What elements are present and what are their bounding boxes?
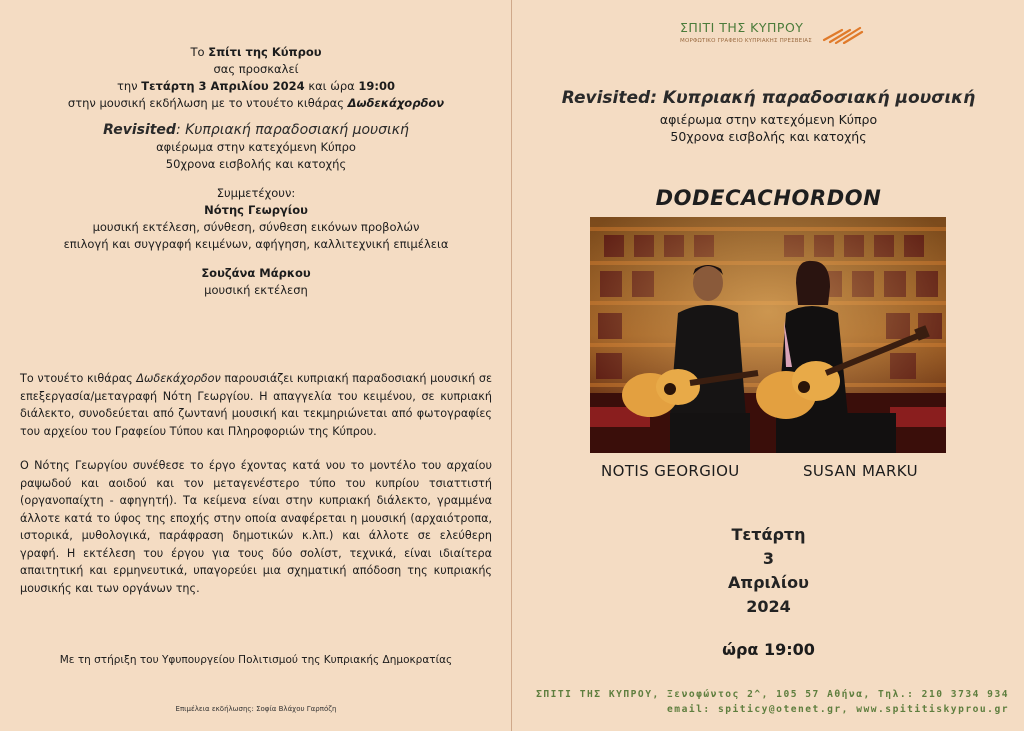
host-prefix: Το xyxy=(190,45,205,59)
when-time: 19:00 xyxy=(358,79,396,93)
invite-line-4 xyxy=(0,95,512,112)
date-day: Τετάρτη xyxy=(731,525,806,544)
participants-label: Συμμετέχουν: xyxy=(216,186,296,200)
date-number: 3 xyxy=(762,549,775,568)
contact-footer xyxy=(531,687,1009,717)
when-date: Τετάρτη 3 Απριλίου 2024 xyxy=(141,79,305,93)
performer-1: NOTIS GEORGIOU xyxy=(601,462,740,480)
right-subtitle xyxy=(513,111,1024,145)
description-para-2: Ο Νότης Γεωργίου συνέθεσε το έργο έχοντας κατά νου το μοντέλο του αρχαίου ραψωδού και αοιδού και τον μεταγενέστερο τύπο του κυπρίου τσιαττιστή (οργανοπαίχτη - αφηγητή). Τα κείμενα είναι στην κυπριακή διάλεκτο, γραμμένα άλλοτε κατά το ύφος της εποχής στην οποία αναφέρεται η μουσική (αρχαιότροπα, ιστορικά, μυθολογικά, παράφραση δημοτικών κ.λπ.) και άλλοτε σε ελεύθερη γραφή. Η εκτέλεση του έργου για τους δύο σολίστ, τεχνικά, είναι ιδιαίτερα απαιτητική και ερμηνευτικά, υπαγορεύει μια σχηματική απόδοση της κυπριακής μουσικής και των οργάνων της. xyxy=(20,459,492,595)
when-mid: και ώρα xyxy=(308,79,355,93)
right-subtitle-2: 50χρονα εισβολής και κατοχής xyxy=(670,129,867,144)
right-subtitle-1: αφιέρωμα στην κατεχόμενη Κύπρο xyxy=(659,112,878,127)
subtitle-1: αφιέρωμα στην κατεχόμενη Κύπρο xyxy=(156,140,356,154)
title-italic: Revisited xyxy=(103,122,176,138)
support-line: Με τη στήριξη του Υφυπουργείου Πολιτισμού της Κυπριακής Δημοκρατίας xyxy=(59,654,453,666)
date-month: Απριλίου xyxy=(728,573,809,592)
para1-end: παρουσιάζει κυπριακή παραδοσιακή μουσική σε επεξεργασία/μεταγραφή Νότη Γεωργίου. Η απαγγελία του κειμένου, σε κυπριακή διάλεκτο, συνοδεύεται από ζωντανή μουσική και τεκμηριώνεται από φωτογραφίες του αρχείου του Γραφείου Τύπου και Πληροφοριών της Κύπρου. xyxy=(20,372,492,438)
description xyxy=(20,370,492,614)
event-title xyxy=(0,122,512,139)
participant-2-role: μουσική εκτέλεση xyxy=(204,283,308,297)
host-name: Σπίτι της Κύπρου xyxy=(208,45,322,59)
event-prefix: στην μουσική εκδήλωση με το ντουέτο κιθάρας xyxy=(67,96,344,110)
right-title-rest: : Κυπριακή παραδοσιακή μουσική xyxy=(650,88,976,108)
duo-photo xyxy=(590,217,946,453)
invitation-block xyxy=(0,44,512,299)
event-date xyxy=(513,523,1024,619)
footer-address: ΣΠΙΤΙ ΤΗΣ ΚΥΠΡΟΥ, Ξενοφώντος 2^, 105 57 Αθήνα, Τηλ.: 210 3734 934 xyxy=(536,689,1009,700)
title-rest: : Κυπριακή παραδοσιακή μουσική xyxy=(175,122,409,138)
when-prefix: την xyxy=(116,79,138,93)
logo xyxy=(680,18,880,54)
subtitle-2: 50χρονα εισβολής και κατοχής xyxy=(165,157,347,171)
para1-start: Το ντουέτο κιθάρας xyxy=(20,372,137,385)
invite-line-2: σας προσκαλεί xyxy=(213,62,299,76)
participant-2-name: Σουζάνα Μάρκου xyxy=(201,266,311,280)
right-page xyxy=(513,0,1024,731)
invite-line-3 xyxy=(0,78,512,95)
credit-line: Επιμέλεια εκδήλωσης: Σοφία Βλάχου Γαρπόζη xyxy=(175,705,337,713)
duo-name: DODECACHORDON xyxy=(655,186,882,210)
para1-duo: Δωδεκάχορδον xyxy=(136,372,221,385)
participant-1-role-2: επιλογή και συγγραφή κειμένων, αφήγηση, καλλιτεχνική επιμέλεια xyxy=(63,237,449,251)
date-year: 2024 xyxy=(746,597,791,616)
participant-1-role-1: μουσική εκτέλεση, σύνθεση, σύνθεση εικόνων προβολών xyxy=(92,220,420,234)
performer-2: SUSAN MARKU xyxy=(803,462,918,480)
event-time: ώρα 19:00 xyxy=(722,640,815,659)
logo-stripes-icon xyxy=(820,18,864,44)
footer-contacts: email: spiticy@otenet.gr, www.spititiskyprou.gr xyxy=(667,704,1009,715)
participant-1-name: Νότης Γεωργίου xyxy=(204,203,308,217)
right-event-title xyxy=(513,88,1024,108)
right-title-italic: Revisited xyxy=(561,88,651,108)
description-para-1 xyxy=(20,370,492,440)
invite-line-1 xyxy=(0,44,512,61)
logo-subtext: ΜΟΡΦΩΤΙΚΟ ΓΡΑΦΕΙΟ ΚΥΠΡΙΑΚΗΣ ΠΡΕΣΒΕΙΑΣ xyxy=(680,38,812,44)
event-duo: Δωδεκάχορδον xyxy=(347,96,445,110)
logo-text: ΣΠΙΤΙ ΤΗΣ ΚΥΠΡΟΥ xyxy=(680,20,804,35)
